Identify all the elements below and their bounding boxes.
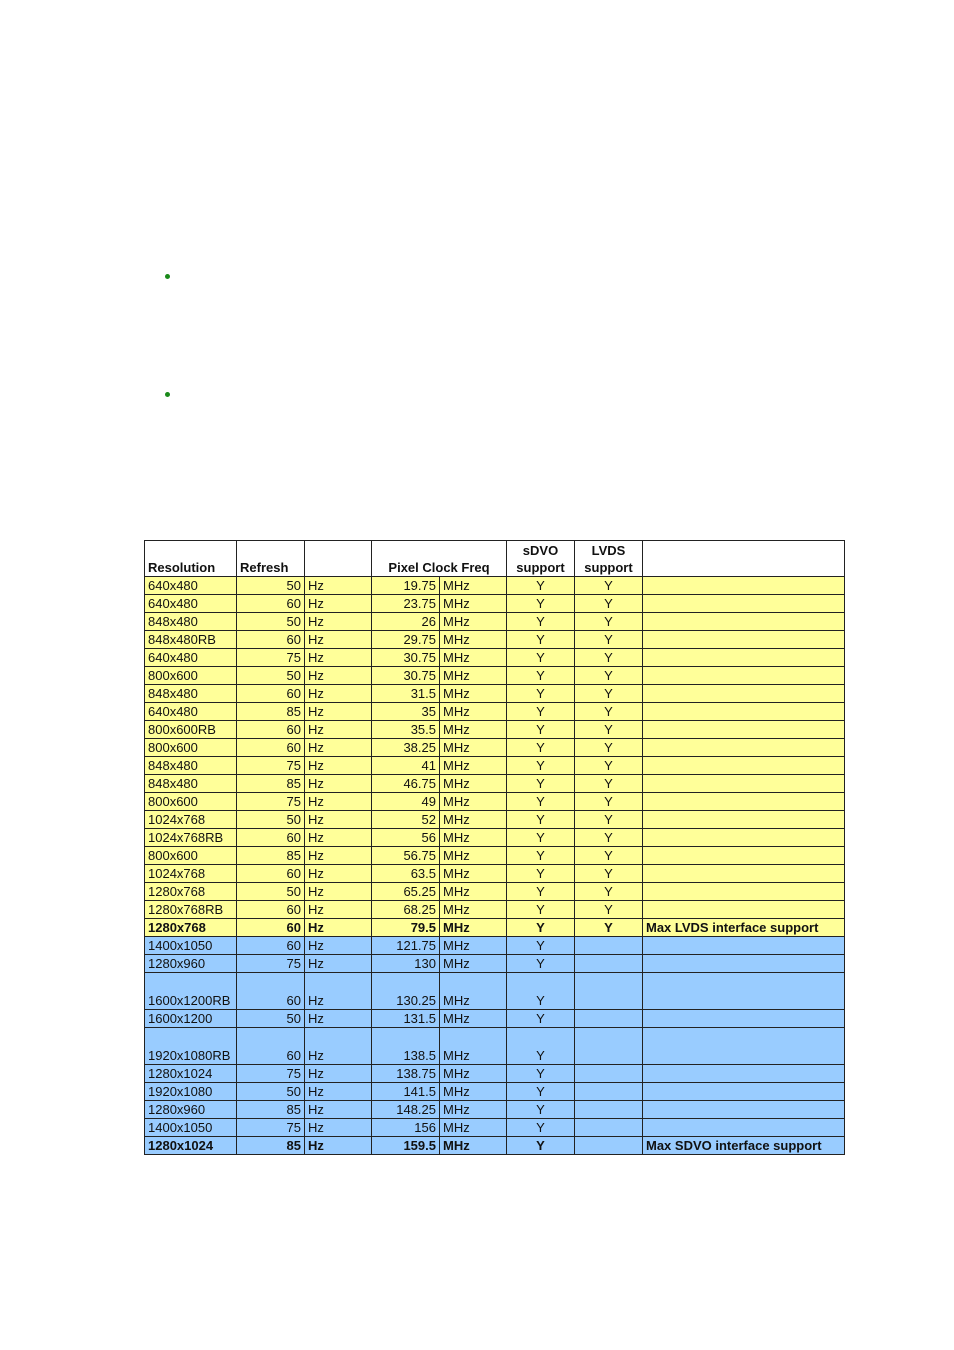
cell-sdvo: Y	[507, 1137, 575, 1155]
cell-pixel-clock: 156	[372, 1119, 440, 1137]
cell-pixel-clock: 29.75	[372, 631, 440, 649]
cell-pixel-clock-unit: MHz	[440, 1028, 507, 1065]
cell-sdvo: Y	[507, 613, 575, 631]
cell-lvds: Y	[575, 865, 643, 883]
cell-refresh-unit: Hz	[305, 883, 372, 901]
cell-refresh-unit: Hz	[305, 973, 372, 1010]
cell-pixel-clock-unit: MHz	[440, 937, 507, 955]
cell-note	[643, 883, 845, 901]
cell-pixel-clock: 35	[372, 703, 440, 721]
cell-refresh-unit: Hz	[305, 955, 372, 973]
table-row	[145, 1101, 845, 1119]
cell-resolution: 1280x768	[145, 883, 237, 901]
cell-note	[643, 811, 845, 829]
cell-note	[643, 865, 845, 883]
table-row	[145, 919, 845, 937]
cell-refresh: 50	[237, 883, 305, 901]
cell-note	[643, 1010, 845, 1028]
cell-lvds: Y	[575, 919, 643, 937]
cell-sdvo: Y	[507, 847, 575, 865]
cell-refresh-unit: Hz	[305, 1119, 372, 1137]
table-row	[145, 613, 845, 631]
cell-refresh: 85	[237, 1137, 305, 1155]
cell-pixel-clock-unit: MHz	[440, 595, 507, 613]
cell-resolution: 848x480	[145, 685, 237, 703]
cell-refresh: 75	[237, 757, 305, 775]
table-row	[145, 1137, 845, 1155]
cell-pixel-clock: 131.5	[372, 1010, 440, 1028]
cell-pixel-clock: 79.5	[372, 919, 440, 937]
cell-lvds: Y	[575, 613, 643, 631]
cell-sdvo: Y	[507, 649, 575, 667]
cell-pixel-clock: 130.25	[372, 973, 440, 1010]
cell-refresh: 75	[237, 1119, 305, 1137]
cell-note	[643, 847, 845, 865]
cell-note	[643, 685, 845, 703]
cell-resolution: 1600x1200RB	[145, 973, 237, 1010]
cell-refresh: 85	[237, 703, 305, 721]
cell-sdvo: Y	[507, 757, 575, 775]
cell-resolution: 1400x1050	[145, 1119, 237, 1137]
header-lvds-line2: support	[584, 560, 633, 575]
table-row	[145, 1065, 845, 1083]
cell-pixel-clock-unit: MHz	[440, 613, 507, 631]
cell-lvds	[575, 973, 643, 1010]
cell-refresh-unit: Hz	[305, 937, 372, 955]
cell-note	[643, 829, 845, 847]
cell-sdvo: Y	[507, 1065, 575, 1083]
cell-refresh-unit: Hz	[305, 847, 372, 865]
cell-refresh: 60	[237, 631, 305, 649]
cell-refresh-unit: Hz	[305, 919, 372, 937]
cell-note	[643, 775, 845, 793]
table-row	[145, 1028, 845, 1065]
header-sdvo	[507, 541, 575, 577]
cell-resolution: 1280x768RB	[145, 901, 237, 919]
cell-pixel-clock-unit: MHz	[440, 1083, 507, 1101]
cell-lvds: Y	[575, 595, 643, 613]
cell-pixel-clock: 141.5	[372, 1083, 440, 1101]
cell-lvds	[575, 1101, 643, 1119]
cell-sdvo: Y	[507, 595, 575, 613]
cell-pixel-clock: 68.25	[372, 901, 440, 919]
cell-refresh-unit: Hz	[305, 793, 372, 811]
cell-lvds	[575, 955, 643, 973]
cell-sdvo: Y	[507, 739, 575, 757]
cell-pixel-clock: 65.25	[372, 883, 440, 901]
cell-refresh-unit: Hz	[305, 631, 372, 649]
cell-resolution: 640x480	[145, 577, 237, 595]
cell-refresh-unit: Hz	[305, 1065, 372, 1083]
cell-pixel-clock-unit: MHz	[440, 811, 507, 829]
cell-pixel-clock-unit: MHz	[440, 649, 507, 667]
table-row	[145, 685, 845, 703]
cell-refresh: 60	[237, 865, 305, 883]
cell-note	[643, 739, 845, 757]
cell-pixel-clock-unit: MHz	[440, 631, 507, 649]
cell-pixel-clock-unit: MHz	[440, 1010, 507, 1028]
header-lvds-line1: LVDS	[591, 543, 626, 558]
cell-pixel-clock: 56	[372, 829, 440, 847]
cell-refresh: 85	[237, 847, 305, 865]
cell-sdvo: Y	[507, 667, 575, 685]
cell-resolution: 1920x1080	[145, 1083, 237, 1101]
cell-refresh: 60	[237, 1028, 305, 1065]
cell-pixel-clock: 41	[372, 757, 440, 775]
cell-lvds: Y	[575, 667, 643, 685]
cell-refresh-unit: Hz	[305, 829, 372, 847]
cell-pixel-clock-unit: MHz	[440, 721, 507, 739]
cell-sdvo: Y	[507, 1083, 575, 1101]
cell-resolution: 1280x768	[145, 919, 237, 937]
cell-refresh: 60	[237, 901, 305, 919]
cell-lvds	[575, 1137, 643, 1155]
header-note	[643, 541, 845, 577]
header-sdvo-line2: support	[516, 560, 565, 575]
cell-refresh: 60	[237, 685, 305, 703]
cell-pixel-clock-unit: MHz	[440, 919, 507, 937]
cell-sdvo: Y	[507, 901, 575, 919]
cell-resolution: 640x480	[145, 649, 237, 667]
cell-lvds	[575, 1083, 643, 1101]
cell-lvds: Y	[575, 901, 643, 919]
cell-note	[643, 721, 845, 739]
cell-pixel-clock: 30.75	[372, 667, 440, 685]
cell-lvds	[575, 937, 643, 955]
cell-pixel-clock: 31.5	[372, 685, 440, 703]
cell-resolution: 640x480	[145, 703, 237, 721]
cell-refresh: 50	[237, 811, 305, 829]
cell-note	[643, 1083, 845, 1101]
table-row	[145, 829, 845, 847]
cell-refresh: 75	[237, 1065, 305, 1083]
table-row	[145, 937, 845, 955]
cell-note	[643, 595, 845, 613]
cell-pixel-clock: 121.75	[372, 937, 440, 955]
cell-pixel-clock: 38.25	[372, 739, 440, 757]
cell-pixel-clock: 26	[372, 613, 440, 631]
cell-pixel-clock: 138.5	[372, 1028, 440, 1065]
cell-note: Max LVDS interface support	[643, 919, 845, 937]
cell-note: Max SDVO interface support	[643, 1137, 845, 1155]
cell-pixel-clock: 30.75	[372, 649, 440, 667]
table-row	[145, 793, 845, 811]
cell-refresh: 85	[237, 775, 305, 793]
cell-sdvo: Y	[507, 1119, 575, 1137]
cell-refresh-unit: Hz	[305, 595, 372, 613]
cell-refresh-unit: Hz	[305, 1083, 372, 1101]
cell-pixel-clock-unit: MHz	[440, 667, 507, 685]
cell-lvds: Y	[575, 685, 643, 703]
table-row	[145, 1010, 845, 1028]
cell-sdvo: Y	[507, 775, 575, 793]
cell-pixel-clock-unit: MHz	[440, 901, 507, 919]
table-row	[145, 757, 845, 775]
cell-pixel-clock: 52	[372, 811, 440, 829]
cell-sdvo: Y	[507, 829, 575, 847]
cell-pixel-clock: 56.75	[372, 847, 440, 865]
bullet-point-1	[165, 274, 170, 279]
header-refresh: Refresh	[237, 541, 305, 577]
cell-pixel-clock: 46.75	[372, 775, 440, 793]
table-row	[145, 1083, 845, 1101]
cell-pixel-clock: 130	[372, 955, 440, 973]
cell-resolution: 848x480RB	[145, 631, 237, 649]
cell-pixel-clock-unit: MHz	[440, 685, 507, 703]
cell-resolution: 1400x1050	[145, 937, 237, 955]
cell-sdvo: Y	[507, 703, 575, 721]
table-row	[145, 973, 845, 1010]
cell-note	[643, 901, 845, 919]
table-row	[145, 865, 845, 883]
cell-refresh: 60	[237, 829, 305, 847]
cell-lvds	[575, 1028, 643, 1065]
table-header-row	[145, 541, 845, 577]
cell-refresh: 60	[237, 739, 305, 757]
table-row	[145, 883, 845, 901]
cell-pixel-clock-unit: MHz	[440, 577, 507, 595]
cell-resolution: 848x480	[145, 775, 237, 793]
cell-pixel-clock-unit: MHz	[440, 757, 507, 775]
cell-lvds: Y	[575, 739, 643, 757]
cell-sdvo: Y	[507, 937, 575, 955]
cell-lvds	[575, 1119, 643, 1137]
cell-refresh-unit: Hz	[305, 775, 372, 793]
cell-pixel-clock-unit: MHz	[440, 883, 507, 901]
table-row	[145, 649, 845, 667]
resolution-support-table	[144, 540, 845, 1155]
cell-pixel-clock-unit: MHz	[440, 739, 507, 757]
cell-note	[643, 937, 845, 955]
cell-resolution: 1024x768	[145, 811, 237, 829]
cell-note	[643, 631, 845, 649]
table-row	[145, 811, 845, 829]
cell-pixel-clock-unit: MHz	[440, 1065, 507, 1083]
cell-note	[643, 757, 845, 775]
cell-refresh: 75	[237, 649, 305, 667]
cell-lvds	[575, 1065, 643, 1083]
table-row	[145, 667, 845, 685]
cell-sdvo: Y	[507, 955, 575, 973]
table-row	[145, 901, 845, 919]
table-row	[145, 955, 845, 973]
cell-lvds: Y	[575, 775, 643, 793]
cell-refresh-unit: Hz	[305, 901, 372, 919]
cell-sdvo: Y	[507, 811, 575, 829]
cell-note	[643, 1028, 845, 1065]
cell-pixel-clock: 148.25	[372, 1101, 440, 1119]
cell-pixel-clock: 23.75	[372, 595, 440, 613]
cell-refresh-unit: Hz	[305, 739, 372, 757]
cell-refresh: 75	[237, 793, 305, 811]
cell-lvds: Y	[575, 577, 643, 595]
cell-resolution: 800x600	[145, 793, 237, 811]
cell-pixel-clock-unit: MHz	[440, 793, 507, 811]
cell-sdvo: Y	[507, 919, 575, 937]
cell-note	[643, 577, 845, 595]
cell-note	[643, 973, 845, 1010]
cell-note	[643, 1065, 845, 1083]
cell-resolution: 1024x768	[145, 865, 237, 883]
cell-refresh-unit: Hz	[305, 649, 372, 667]
cell-refresh: 50	[237, 1010, 305, 1028]
table-row	[145, 703, 845, 721]
cell-refresh: 60	[237, 937, 305, 955]
cell-pixel-clock-unit: MHz	[440, 955, 507, 973]
cell-sdvo: Y	[507, 793, 575, 811]
cell-refresh-unit: Hz	[305, 685, 372, 703]
cell-refresh-unit: Hz	[305, 1028, 372, 1065]
table-row	[145, 577, 845, 595]
cell-sdvo: Y	[507, 883, 575, 901]
table-row	[145, 631, 845, 649]
cell-refresh-unit: Hz	[305, 1010, 372, 1028]
cell-note	[643, 1101, 845, 1119]
header-lvds	[575, 541, 643, 577]
cell-refresh-unit: Hz	[305, 577, 372, 595]
cell-resolution: 1280x960	[145, 955, 237, 973]
cell-pixel-clock-unit: MHz	[440, 847, 507, 865]
cell-refresh-unit: Hz	[305, 703, 372, 721]
cell-refresh: 75	[237, 955, 305, 973]
cell-pixel-clock-unit: MHz	[440, 703, 507, 721]
cell-lvds: Y	[575, 631, 643, 649]
header-refresh-unit	[305, 541, 372, 577]
cell-refresh-unit: Hz	[305, 811, 372, 829]
cell-refresh: 60	[237, 595, 305, 613]
cell-sdvo: Y	[507, 631, 575, 649]
cell-refresh: 85	[237, 1101, 305, 1119]
cell-lvds: Y	[575, 811, 643, 829]
cell-resolution: 1280x1024	[145, 1065, 237, 1083]
cell-refresh-unit: Hz	[305, 667, 372, 685]
cell-refresh-unit: Hz	[305, 865, 372, 883]
cell-lvds: Y	[575, 757, 643, 775]
header-resolution: Resolution	[145, 541, 237, 577]
cell-note	[643, 1119, 845, 1137]
cell-refresh: 60	[237, 973, 305, 1010]
cell-refresh-unit: Hz	[305, 613, 372, 631]
cell-resolution: 800x600	[145, 739, 237, 757]
table-row	[145, 739, 845, 757]
cell-sdvo: Y	[507, 865, 575, 883]
cell-resolution: 640x480	[145, 595, 237, 613]
cell-sdvo: Y	[507, 685, 575, 703]
cell-resolution: 800x600RB	[145, 721, 237, 739]
cell-sdvo: Y	[507, 1028, 575, 1065]
cell-refresh-unit: Hz	[305, 1137, 372, 1155]
cell-note	[643, 793, 845, 811]
cell-pixel-clock: 159.5	[372, 1137, 440, 1155]
cell-pixel-clock-unit: MHz	[440, 829, 507, 847]
cell-pixel-clock-unit: MHz	[440, 1137, 507, 1155]
cell-sdvo: Y	[507, 1101, 575, 1119]
table-row	[145, 847, 845, 865]
cell-pixel-clock-unit: MHz	[440, 1101, 507, 1119]
cell-refresh: 60	[237, 721, 305, 739]
table-row	[145, 721, 845, 739]
cell-note	[643, 613, 845, 631]
cell-refresh: 60	[237, 919, 305, 937]
cell-sdvo: Y	[507, 577, 575, 595]
cell-pixel-clock-unit: MHz	[440, 973, 507, 1010]
cell-refresh: 50	[237, 577, 305, 595]
cell-lvds: Y	[575, 829, 643, 847]
cell-pixel-clock-unit: MHz	[440, 865, 507, 883]
cell-resolution: 1280x1024	[145, 1137, 237, 1155]
cell-pixel-clock-unit: MHz	[440, 775, 507, 793]
cell-lvds: Y	[575, 721, 643, 739]
cell-note	[643, 955, 845, 973]
cell-lvds: Y	[575, 649, 643, 667]
header-sdvo-line1: sDVO	[522, 543, 559, 558]
cell-resolution: 848x480	[145, 757, 237, 775]
cell-refresh-unit: Hz	[305, 757, 372, 775]
cell-refresh-unit: Hz	[305, 1101, 372, 1119]
cell-note	[643, 667, 845, 685]
cell-lvds: Y	[575, 847, 643, 865]
header-pixel-clock: Pixel Clock Freq	[372, 541, 507, 577]
cell-resolution: 1024x768RB	[145, 829, 237, 847]
cell-sdvo: Y	[507, 973, 575, 1010]
cell-pixel-clock: 63.5	[372, 865, 440, 883]
cell-pixel-clock: 19.75	[372, 577, 440, 595]
cell-sdvo: Y	[507, 1010, 575, 1028]
table-row	[145, 1119, 845, 1137]
cell-pixel-clock: 35.5	[372, 721, 440, 739]
cell-resolution: 848x480	[145, 613, 237, 631]
cell-pixel-clock: 138.75	[372, 1065, 440, 1083]
cell-resolution: 1280x960	[145, 1101, 237, 1119]
cell-sdvo: Y	[507, 721, 575, 739]
cell-lvds: Y	[575, 793, 643, 811]
cell-refresh-unit: Hz	[305, 721, 372, 739]
cell-refresh: 50	[237, 1083, 305, 1101]
cell-lvds: Y	[575, 883, 643, 901]
cell-refresh: 50	[237, 613, 305, 631]
cell-resolution: 1920x1080RB	[145, 1028, 237, 1065]
cell-pixel-clock: 49	[372, 793, 440, 811]
cell-resolution: 800x600	[145, 847, 237, 865]
cell-resolution: 800x600	[145, 667, 237, 685]
cell-refresh: 50	[237, 667, 305, 685]
cell-note	[643, 649, 845, 667]
cell-lvds: Y	[575, 703, 643, 721]
table-row	[145, 775, 845, 793]
cell-pixel-clock-unit: MHz	[440, 1119, 507, 1137]
cell-resolution: 1600x1200	[145, 1010, 237, 1028]
cell-note	[643, 703, 845, 721]
table-row	[145, 595, 845, 613]
cell-lvds	[575, 1010, 643, 1028]
bullet-point-2	[165, 392, 170, 397]
